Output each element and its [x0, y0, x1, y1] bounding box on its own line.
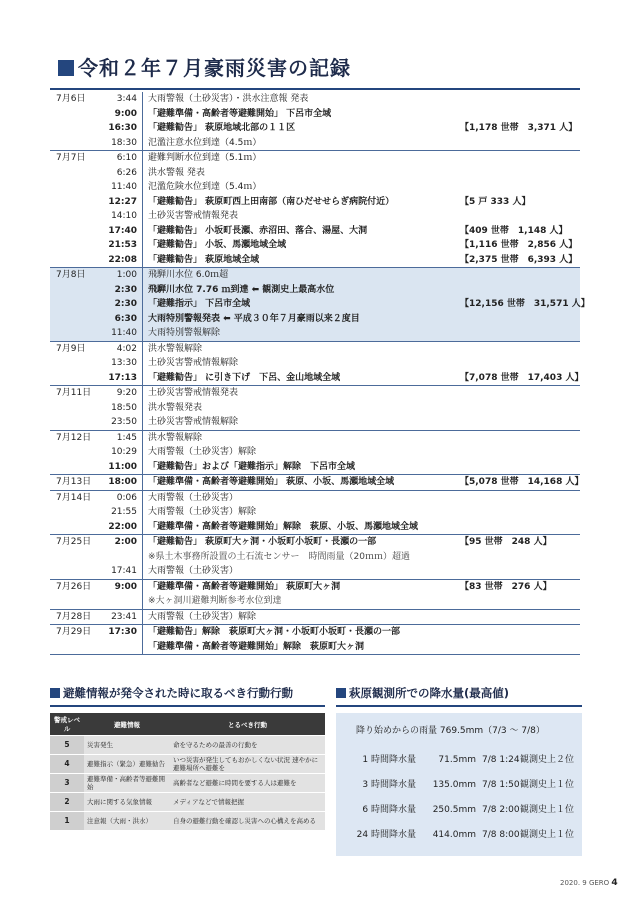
event-date: 7月6日	[56, 94, 86, 104]
timeline-row	[50, 625, 580, 640]
timeline-day	[50, 386, 580, 431]
event-text: 大雨特別警報解除	[148, 328, 221, 338]
event-time: 11:00	[105, 460, 143, 475]
event-time: 23:50	[105, 415, 143, 430]
event-time: 2:00	[105, 535, 143, 550]
title-square-icon	[58, 60, 74, 76]
timeline-row	[50, 180, 580, 195]
event-text: 飛騨川水位 7.76 ｍ到達 ⬅ 観測史上最高水位	[148, 284, 335, 295]
action-row	[50, 774, 325, 793]
event-date	[50, 520, 105, 535]
timeline-day	[50, 342, 584, 387]
event-text: 「避難勧告」および「避難指示」解除 下呂市全域	[148, 461, 356, 472]
event-date	[50, 297, 105, 312]
rainfall-note: 観測史上１位	[520, 830, 575, 840]
event-time: 9:00	[105, 107, 143, 122]
event-time: 14:10	[105, 209, 143, 224]
event-text: 洪水警報解除	[148, 432, 203, 443]
event-date: 7月11日	[56, 388, 92, 398]
event-text: 洪水警報発表	[148, 402, 203, 413]
event-count	[460, 326, 580, 341]
rainfall-time: 7/8 1:50	[482, 780, 520, 790]
event-time: 11:40	[105, 326, 143, 341]
level-cell: 4	[50, 755, 84, 774]
event-text: ※大ヶ洞川避難判断参考水位到達	[148, 596, 282, 606]
event-time: 18:30	[105, 136, 143, 151]
action-cell: 高齢者など避難に時間を要する人は避難を	[170, 774, 325, 793]
event-text: 「避難準備・高齢者等避難開始」 下呂市全域	[148, 108, 332, 119]
event-time: 3:44	[105, 92, 143, 107]
event-time: 22:08	[105, 253, 143, 268]
event-time: 6:30	[105, 312, 143, 327]
event-text: 「避難勧告」 に引き下げ 下呂、金山地域全域	[148, 372, 341, 383]
event-count	[460, 107, 580, 122]
event-date: 7月9日	[56, 343, 86, 354]
event-date	[50, 253, 105, 268]
event-count	[460, 151, 580, 166]
event-text: 氾濫注意水位到達（4.5ｍ）	[148, 137, 262, 148]
event-count: 【5,078 世帯 14,168 人】	[460, 477, 584, 487]
event-count: 【409 世帯 1,148 人】	[460, 225, 568, 236]
event-date	[50, 312, 105, 327]
action-cell: 自身の避難行動を確認し災害への心構えを高める	[170, 812, 325, 831]
event-text: 氾濫危険水位到達（5.4ｍ）	[148, 182, 262, 192]
timeline-day	[50, 625, 580, 655]
timeline-day	[50, 92, 580, 151]
event-date: 7月29日	[56, 627, 92, 637]
timeline-day	[50, 491, 580, 536]
event-date	[50, 326, 105, 341]
event-text: 「避難準備・高齢者等避難開始」 萩原、小坂、馬瀬地域全域	[148, 477, 395, 487]
timeline-row	[50, 283, 580, 298]
event-text: 大雨警報（土砂災害）・洪水注意報 発表	[148, 94, 309, 104]
event-time: 18:00	[105, 475, 143, 490]
rainfall-value: 135.0mm	[432, 780, 476, 790]
rainfall-label: 3 時間降水量	[362, 780, 416, 790]
event-text: 土砂災害警戒情報発表	[148, 211, 239, 221]
event-date	[50, 505, 105, 520]
event-text: 「避難準備・高齢者等避難開始」解除 萩原町大ヶ洞	[148, 641, 365, 652]
action-cell: メディアなどで情報把握	[170, 793, 325, 812]
rainfall-note: 観測史上２位	[520, 755, 575, 765]
event-count	[460, 386, 580, 401]
col-header-level: 警戒レベル	[50, 713, 84, 736]
event-date	[50, 195, 105, 210]
event-time: 17:13	[105, 371, 143, 386]
rainfall-section	[336, 685, 582, 856]
event-time: 13:30	[105, 356, 143, 371]
timeline-row	[50, 564, 580, 579]
level-cell: 3	[50, 774, 84, 793]
timeline-row	[50, 195, 580, 210]
event-count	[460, 625, 580, 640]
rainfall-row	[336, 753, 582, 767]
event-text: 土砂災害警戒情報解除	[148, 417, 239, 427]
event-date	[50, 356, 105, 371]
timeline-day	[50, 151, 580, 268]
timeline-day	[50, 475, 584, 491]
disaster-timeline	[50, 92, 590, 655]
timeline-row	[50, 268, 580, 283]
event-count: 【5 戸 333 人】	[460, 196, 531, 207]
evacuation-action-table	[50, 713, 325, 830]
section-rule	[336, 705, 582, 707]
event-count	[460, 283, 580, 298]
event-count	[460, 401, 580, 416]
timeline-row	[50, 475, 584, 490]
timeline-row	[50, 386, 580, 401]
event-count: 【2,375 世帯 6,393 人】	[460, 254, 578, 265]
event-text: 洪水警報 発表	[148, 167, 205, 178]
event-time: 17:41	[105, 564, 143, 579]
issue-label: 2020. 9 GERO	[560, 879, 610, 887]
section-square-icon	[336, 688, 346, 698]
event-date	[50, 283, 105, 298]
timeline-day	[50, 610, 580, 626]
timeline-row	[50, 166, 580, 181]
timeline-row	[50, 253, 580, 268]
evacuation-action-title: 避難情報が発令された時に取るべき行動行動	[50, 685, 325, 701]
rainfall-note: 観測史上１位	[520, 780, 575, 790]
rainfall-total: 降り始めからの雨量 769.5mm（7/3 〜 7/8）	[356, 726, 545, 736]
event-date: 7月28日	[56, 611, 92, 622]
event-count: 【7,078 世帯 17,403 人】	[460, 372, 584, 383]
event-count	[460, 564, 580, 579]
info-cell: 大雨に関する気象情報	[84, 793, 170, 812]
event-text: 土砂災害警戒情報解除	[148, 358, 239, 368]
event-time: 10:29	[105, 445, 143, 460]
event-text: 避難判断水位到達（5.1ｍ）	[148, 153, 262, 163]
event-text: 飛騨川水位 6.0ｍ超	[148, 270, 229, 280]
timeline-day	[50, 580, 580, 610]
event-time: 9:00	[105, 580, 143, 595]
rainfall-label: 24 時間降水量	[356, 830, 416, 840]
event-time: 21:55	[105, 505, 143, 520]
event-count	[460, 268, 580, 283]
event-text: 「避難勧告」 萩原町大ヶ洞・小坂町小坂町・長瀬の一部	[148, 537, 377, 547]
timeline-row	[50, 535, 580, 550]
event-text: 大雨警報（土砂災害）解除	[148, 447, 257, 457]
event-text: 「避難準備・高齢者等避難開始」 萩原町大ヶ洞	[148, 581, 341, 592]
event-count	[460, 356, 580, 371]
rainfall-note: 観測史上１位	[520, 805, 575, 815]
event-date	[50, 371, 105, 386]
event-text: 「避難勧告」 萩原地域全域	[148, 254, 260, 265]
title-rule	[50, 88, 580, 90]
event-count	[460, 415, 580, 430]
rainfall-value: 414.0mm	[432, 830, 476, 840]
timeline-row	[50, 415, 580, 430]
event-text: 大雨警報（土砂災害）解除	[148, 507, 257, 517]
timeline-row	[50, 312, 580, 327]
event-time: 1:45	[105, 431, 143, 446]
rainfall-value: 71.5mm	[438, 755, 476, 765]
event-text: 「避難勧告」 小坂、馬瀬地域全域	[148, 240, 287, 250]
event-count: 【12,156 世帯 31,571 人】	[460, 299, 590, 309]
action-row	[50, 812, 325, 831]
timeline-day	[50, 431, 580, 476]
event-date	[50, 209, 105, 224]
event-time: 17:40	[105, 224, 143, 239]
timeline-row	[50, 491, 580, 506]
action-cell: いつ災害が発生してもおかしくない状況 速やかに避難場所へ避難を	[170, 755, 325, 774]
event-date	[50, 136, 105, 151]
event-date: 7月25日	[56, 537, 92, 547]
info-cell: 避難準備・高齢者等避難開始	[84, 774, 170, 793]
evacuation-action-section	[50, 685, 325, 830]
event-time: 23:41	[105, 610, 143, 625]
timeline-row	[50, 209, 580, 224]
timeline-row	[50, 238, 580, 253]
rainfall-time: 7/8 8:00	[482, 830, 520, 840]
action-row	[50, 736, 325, 755]
event-date	[50, 224, 105, 239]
timeline-row	[50, 224, 580, 239]
event-text: 「避難勧告」 小坂町長瀬、赤沼田、落合、湯屋、大洞	[148, 225, 368, 236]
timeline-row	[50, 550, 580, 565]
rainfall-time: 7/8 2:00	[482, 805, 520, 815]
level-cell: 2	[50, 793, 84, 812]
event-time: 11:40	[105, 180, 143, 195]
event-count	[460, 166, 580, 181]
event-count	[460, 209, 580, 224]
timeline-row	[50, 610, 580, 625]
timeline-row	[50, 121, 580, 136]
event-count	[460, 136, 580, 151]
event-time: 4:02	[105, 342, 143, 357]
section-rule	[50, 705, 325, 707]
event-date	[50, 107, 105, 122]
info-cell: 注意報（大雨・洪水）	[84, 812, 170, 831]
event-count	[460, 520, 580, 535]
timeline-row	[50, 594, 580, 609]
timeline-row	[50, 151, 580, 166]
level-cell: 1	[50, 812, 84, 831]
event-time: 0:06	[105, 491, 143, 506]
event-time: 17:30	[105, 625, 143, 640]
action-cell: 命を守るための最善の行動を	[170, 736, 325, 755]
col-header-action: とるべき行動	[170, 713, 325, 736]
event-date	[50, 415, 105, 430]
timeline-row	[50, 356, 580, 371]
event-count	[460, 312, 580, 327]
event-time	[105, 594, 143, 609]
timeline-row	[50, 505, 580, 520]
event-text: 「避難指示」 下呂市全域	[148, 299, 251, 309]
event-time: 1:00	[105, 268, 143, 283]
event-date: 7月14日	[56, 492, 92, 503]
rainfall-row	[336, 778, 582, 792]
timeline-day	[50, 535, 580, 580]
info-cell: 避難指示（緊急）避難勧告	[84, 755, 170, 774]
event-date: 7月8日	[56, 270, 86, 280]
page-footer	[560, 878, 618, 888]
event-date: 7月13日	[56, 477, 92, 487]
event-time: 6:10	[105, 151, 143, 166]
event-count	[460, 92, 580, 107]
event-date: 7月7日	[56, 153, 86, 163]
timeline-row	[50, 297, 590, 312]
event-count	[460, 445, 580, 460]
event-time: 9:20	[105, 386, 143, 401]
event-text: 大雨警報（土砂災害）解除	[148, 611, 257, 622]
event-count	[460, 431, 580, 446]
event-date: 7月26日	[56, 581, 92, 592]
timeline-row	[50, 371, 584, 386]
timeline-row	[50, 520, 580, 535]
event-time: 2:30	[105, 297, 143, 312]
event-text: 大雨警報（土砂災害）	[148, 566, 239, 576]
rainfall-title: 萩原観測所での降水量(最高値)	[336, 685, 582, 701]
event-count	[460, 610, 580, 625]
rainfall-value: 250.5mm	[432, 805, 476, 815]
rainfall-label: 1 時間降水量	[362, 755, 416, 765]
event-count: 【95 世帯 248 人】	[460, 537, 552, 547]
event-text: 洪水警報解除	[148, 343, 203, 354]
event-text: 「避難勧告」解除 萩原町大ヶ洞・小坂町小坂町・長瀬の一部	[148, 627, 401, 637]
event-count	[460, 505, 580, 520]
rainfall-row	[336, 803, 582, 817]
timeline-row	[50, 92, 580, 107]
event-text: 「避難勧告」 萩原町西上田南部（南ひだせせらぎ病院付近）	[148, 196, 395, 207]
event-date	[50, 460, 105, 475]
event-date	[50, 550, 105, 565]
event-time: 18:50	[105, 401, 143, 416]
event-text: ※県土木事務所設置の土石流センサー 時間雨量（20ｍｍ）超過	[148, 551, 410, 562]
event-time: 16:30	[105, 121, 143, 136]
event-count: 【1,116 世帯 2,856 人】	[460, 240, 578, 250]
action-row	[50, 755, 325, 774]
rainfall-time: 7/8 1:24	[482, 755, 520, 765]
timeline-row	[50, 107, 580, 122]
event-date	[50, 180, 105, 195]
timeline-row	[50, 431, 580, 446]
rainfall-box	[336, 713, 582, 856]
timeline-row	[50, 580, 580, 595]
event-time: 6:26	[105, 166, 143, 181]
timeline-row	[50, 445, 580, 460]
event-date	[50, 564, 105, 579]
event-date	[50, 121, 105, 136]
event-count	[460, 640, 580, 655]
timeline-row	[50, 342, 580, 357]
rainfall-row	[336, 828, 582, 842]
timeline-day	[50, 268, 590, 342]
event-count	[460, 342, 580, 357]
section-square-icon	[50, 688, 60, 698]
event-date	[50, 401, 105, 416]
event-date	[50, 594, 105, 609]
event-text: 大雨警報（土砂災害）	[148, 492, 239, 503]
event-date	[50, 445, 105, 460]
event-time	[105, 550, 143, 565]
event-count	[460, 460, 580, 475]
event-date	[50, 238, 105, 253]
event-count	[460, 594, 580, 609]
action-row	[50, 793, 325, 812]
timeline-row	[50, 326, 580, 341]
timeline-row	[50, 401, 580, 416]
page-number: 4	[611, 878, 618, 888]
event-time: 12:27	[105, 195, 143, 210]
col-header-info: 避難情報	[84, 713, 170, 736]
event-text: 「避難勧告」 萩原地域北部の１１区	[148, 123, 296, 133]
event-count: 【83 世帯 276 人】	[460, 581, 552, 592]
event-count	[460, 550, 580, 565]
event-text: 大雨特別警報発表 ⬅ 平成３０年７月豪雨以来２度目	[148, 313, 360, 324]
event-text: 土砂災害警戒情報発表	[148, 388, 239, 398]
timeline-row	[50, 460, 580, 475]
event-time	[105, 640, 143, 655]
event-time: 2:30	[105, 283, 143, 298]
page-title: 令和２年７月豪雨災害の記録	[58, 52, 351, 81]
timeline-row	[50, 640, 580, 655]
rainfall-label: 6 時間降水量	[362, 805, 416, 815]
event-text: 「避難準備・高齢者等避難開始」解除 萩原、小坂、馬瀬地域全域	[148, 521, 419, 532]
event-date	[50, 166, 105, 181]
event-count	[460, 491, 580, 506]
event-count: 【1,178 世帯 3,371 人】	[460, 123, 578, 133]
event-time: 21:53	[105, 238, 143, 253]
event-date	[50, 640, 105, 655]
timeline-row	[50, 136, 580, 151]
level-cell: 5	[50, 736, 84, 755]
info-cell: 災害発生	[84, 736, 170, 755]
event-time: 22:00	[105, 520, 143, 535]
event-date: 7月12日	[56, 432, 92, 443]
event-count	[460, 180, 580, 195]
